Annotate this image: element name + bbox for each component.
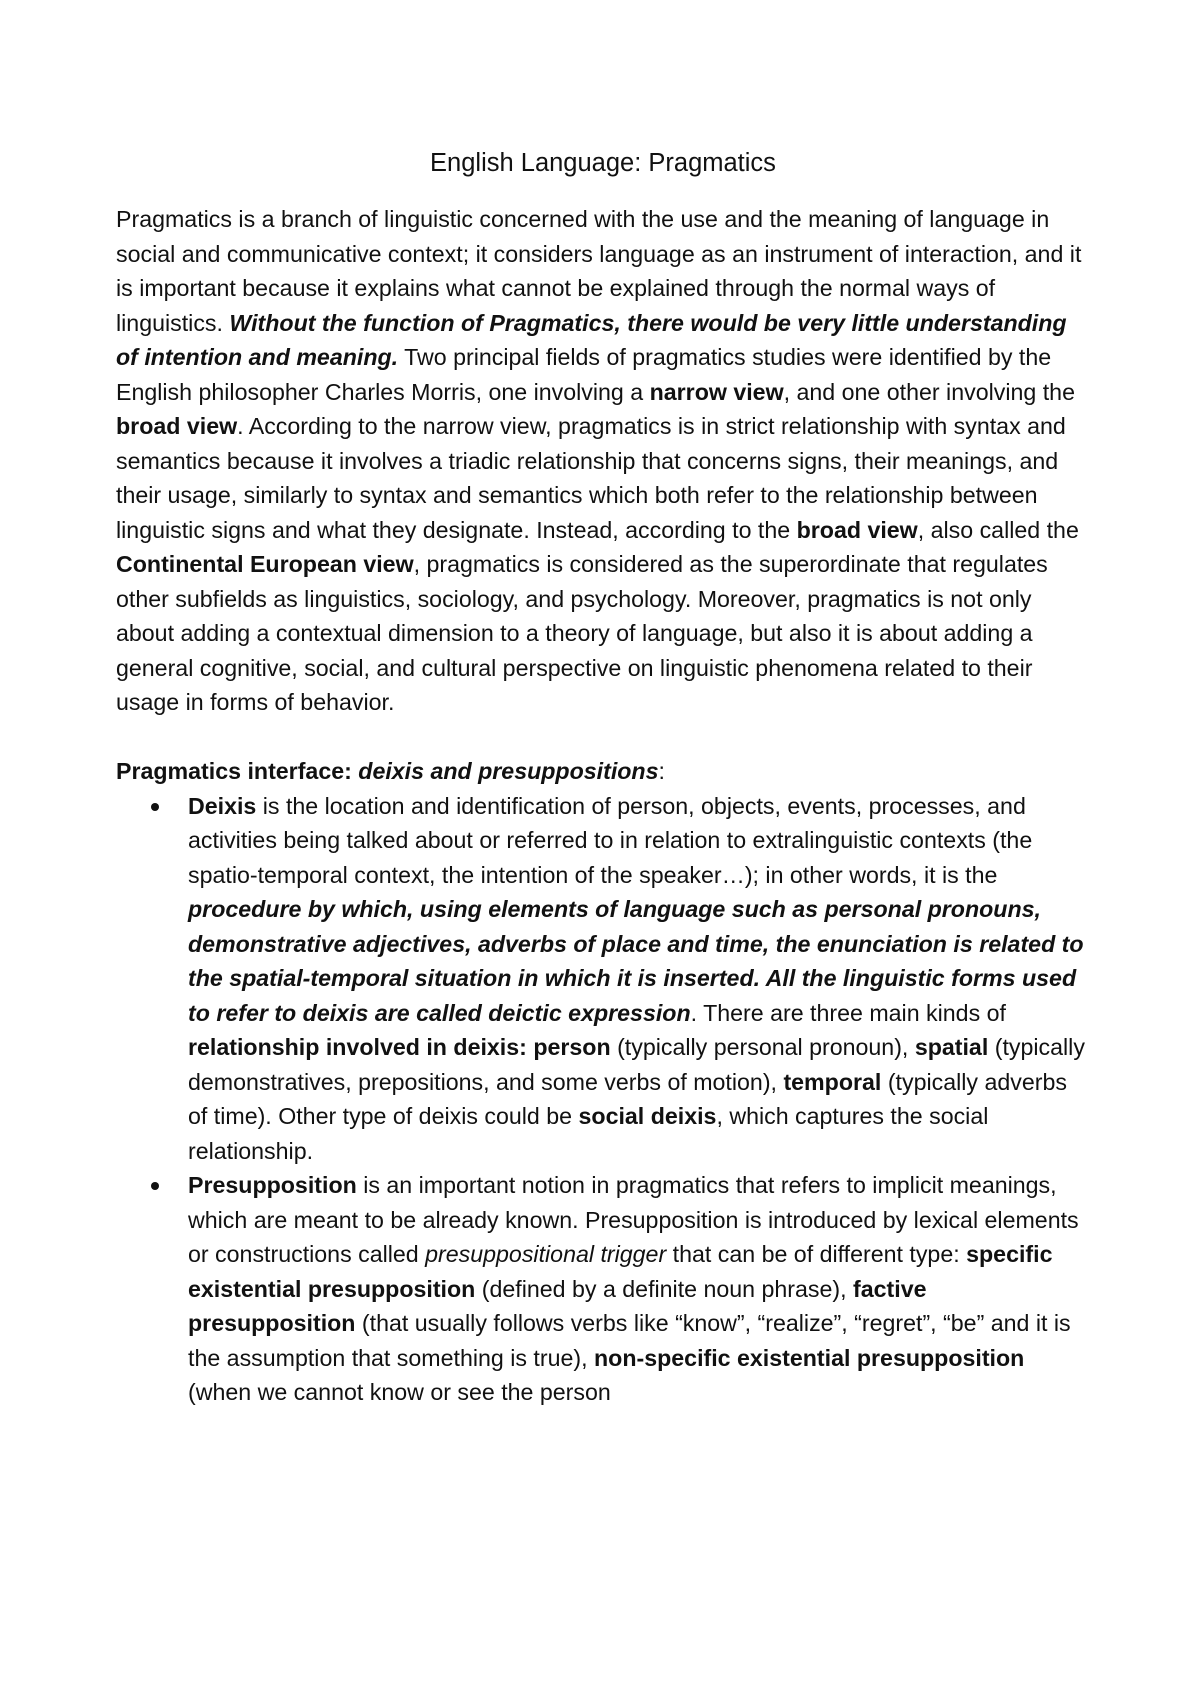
intro-paragraph [116,202,1090,720]
term-presupposition: Presupposition [188,1172,357,1198]
intro-emphasis: Without the function of Pragmatics, there would be very little understanding of intention and meaning. [116,309,1067,370]
term-factive: factive presupposition [188,1275,927,1336]
deixis-emphasis: procedure by which, using elements of language such as personal pronouns, demonstrative adjectives, adverbs of place and time, the enunciation is related to the spatial-temporal situation in which it is inserted. All the linguistic forms used to refer to deixis are called deictic expression [188,896,1084,1026]
term-relationship: relationship involved in deixis: [188,1034,527,1060]
deixis-text-7: , which captures the social relationship. [188,1103,989,1164]
deixis-text-6: (typically adverbs of time). Other type of deixis could be [188,1068,1067,1129]
term-non-specific-existential: non-specific existential presupposition [594,1344,1025,1371]
section-heading-bold: Pragmatics interface: [116,758,359,784]
intro-text-6: , pragmatics is considered as the superordinate that regulates other subfields as linguistics, sociology, and psychology. Moreover, pragmatics is not only about adding a contextual dimension to a theory of language, but also it is about adding a general cognitive, social, and cultural perspective on linguistic phenomena related to their usage in forms of behavior. [116,551,1048,715]
deixis-text-2: . There are three main kinds of [690,999,1006,1026]
deixis-text-4: (typically personal pronoun), [610,1034,915,1060]
deixis-text-5: (typically demonstratives, prepositions, and some verbs of motion), [188,1034,1085,1095]
presupposition-text-2: that can be of different type: [666,1241,967,1267]
list-item-deixis [188,789,1090,1169]
section-heading-emphasis: deixis and presuppositions [358,758,659,784]
document-title: English Language: Pragmatics [430,149,776,177]
intro-text-3: , and one other involving the [783,378,1075,405]
term-specific-existential: specific existential presupposition [188,1241,1053,1302]
bullet-list [116,789,1090,1410]
term-continental-view: Continental European view [116,551,414,577]
term-temporal: temporal [783,1068,882,1095]
bullet-icon [151,1182,159,1190]
term-deixis: Deixis [188,792,257,819]
presupposition-text-3: (defined by a definite noun phrase), [475,1275,854,1302]
presupposition-text-5: (when we cannot know or see the person [188,1379,611,1405]
intro-text-1: Pragmatics is a branch of linguistic concerned with the use and the meaning of language in social and communicative context; it considers language as an instrument of interaction, and it is important because it explains what cannot be explained through the normal ways of linguistics. [116,206,1082,336]
deixis-text-1: is the location and identification of person, objects, events, processes, and activities being talked about or referred to in relation to extralinguistic contexts (the spatio-temporal context, the intention of the speaker…); in other words, it is the [188,792,1033,888]
term-presuppositional-trigger: presuppositional trigger [425,1241,667,1267]
bullet-icon [151,803,159,811]
intro-text-5: , also called the [917,516,1079,543]
term-spatial: spatial [914,1034,989,1060]
intro-text-2: Two principal fields of pragmatics studies were identified by the English philosopher Charles Morris, one involving a [116,344,1052,405]
term-person: person [533,1034,611,1060]
term-broad-view: broad view [116,413,238,439]
section-heading-tail: : [658,758,665,784]
section-heading [116,754,1090,789]
term-social-deixis: social deixis [578,1103,717,1129]
list-item-presupposition [188,1168,1090,1410]
term-broad-view-2: broad view [796,516,918,543]
intro-text-4: . According to the narrow view, pragmatics is in strict relationship with syntax and semantics because it involves a triadic relationship that concerns signs, their meanings, and their usage, similarly to syntax and semantics which both refer to the relationship between linguistic signs and what they designate. Instead, according to the [116,413,1066,543]
presupposition-text-4: (that usually follows verbs like “know”, “realize”, “regret”, “be” and it is the assumption that something is true), [188,1310,1071,1371]
presupposition-text-1: is an important notion in pragmatics that refers to implicit meanings, which are meant to be already known. Presupposition is introduced by lexical elements or constructions called [188,1172,1079,1267]
term-narrow-view: narrow view [649,378,784,405]
